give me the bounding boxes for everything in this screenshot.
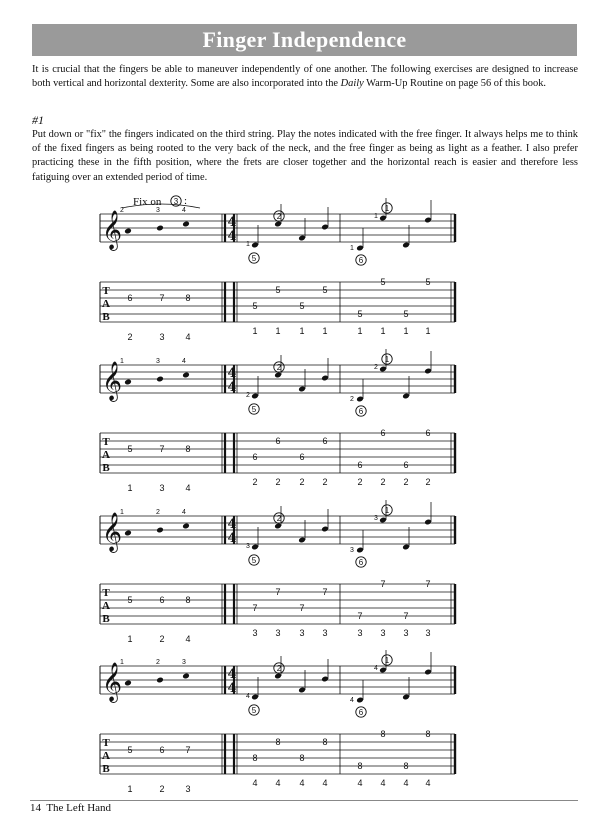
time-sig-top: 4: [227, 366, 237, 381]
time-sig-bottom: 4: [227, 531, 237, 546]
m2-string-bottom: 6: [358, 708, 364, 717]
m2-tab-low: 6: [403, 460, 409, 470]
m1-tab-low: 6: [252, 452, 258, 462]
m1-string-top: 2: [276, 514, 282, 523]
m1-note-finger: 1: [246, 241, 250, 248]
chord-tab-number: 8: [185, 444, 191, 454]
m2-tab-high: 6: [425, 428, 431, 438]
chord-finger-number: 1: [127, 634, 133, 644]
chord-finger-number: 2: [159, 634, 165, 644]
m2-tab-high: 8: [380, 729, 386, 739]
m2-finger-number: 2: [403, 477, 409, 487]
chord-note: [156, 677, 164, 684]
chord-finger-number: 2: [159, 784, 165, 794]
chord-note: [182, 221, 190, 228]
chord-finger-mark: 1: [120, 358, 124, 365]
m1-finger-number: 2: [322, 477, 328, 487]
m1-tab-high: 7: [322, 587, 328, 597]
chord-tab-number: 6: [159, 745, 165, 755]
m1-tab-low: 5: [299, 301, 305, 311]
m1-finger-number: 3: [299, 628, 305, 638]
m1-tab-low: 8: [252, 753, 258, 763]
chord-tab-number: 8: [185, 595, 191, 605]
chord-note: [124, 530, 132, 537]
tab-letter-a: A: [102, 750, 110, 762]
m2-finger-number: 3: [357, 628, 363, 638]
m2-tab-low: 8: [357, 761, 363, 771]
chord-tab-number: 5: [127, 745, 133, 755]
treble-clef-icon: 𝄞: [101, 210, 123, 250]
fix-string-number: 3: [173, 197, 179, 206]
m1-tab-low: 5: [252, 301, 258, 311]
exercise-label: #1: [32, 113, 44, 127]
m1-string-bottom: 5: [251, 706, 257, 715]
m2-tab-low: 5: [403, 309, 409, 319]
exercise-line-4: closer together and the horizontal reach is easier and therefore less fatiguing over an extended period: [32, 157, 578, 183]
time-sig-bottom: 4: [227, 229, 237, 244]
intro-line-2: are designed to increase both vertical and horizontal dexterity. Some are also incorporated into the: [32, 64, 578, 90]
chord-finger-number: 3: [159, 332, 165, 342]
m2-finger-number: 1: [403, 326, 409, 336]
intro-line-1: It is crucial that the fingers be able to maneuver independently of one another. The following exercises: [32, 64, 473, 75]
intro-italic-word: Daily: [340, 78, 364, 90]
m2-tab-high: 5: [380, 277, 386, 287]
chord-tab-number: 6: [127, 293, 133, 303]
tab-letter-t: T: [102, 285, 110, 297]
tab-letter-a: A: [102, 449, 110, 461]
m2-note-finger: 4: [350, 697, 354, 704]
m2-finger-number: 4: [380, 778, 386, 788]
m2-string-top: 1: [384, 204, 390, 213]
m2-tab-low: 8: [403, 761, 409, 771]
m2-finger-number: 1: [357, 326, 363, 336]
chord-finger-number: 4: [185, 634, 191, 644]
chord-note: [156, 225, 164, 232]
exercise-line-2: It always helps me to think of the fixed fingers as being rooted to the very back of the neck, and the free: [32, 129, 578, 155]
m2-note-finger: 1: [350, 245, 354, 252]
treble-clef-icon: 𝄞: [101, 512, 123, 552]
chord-finger-mark: 1: [120, 509, 124, 516]
m2-tab-low: 5: [357, 309, 363, 319]
m2-finger-number: 4: [425, 778, 431, 788]
m1-string-bottom: 5: [251, 254, 257, 263]
time-sig-bottom: 4: [227, 681, 237, 696]
chord-finger-mark: 2: [120, 207, 124, 214]
m1-string-top: 2: [276, 212, 282, 221]
m2-tab-high: 6: [380, 428, 386, 438]
m2-tab-high: 5: [425, 277, 431, 287]
tab-letter-t: T: [102, 436, 110, 448]
chord-tab-number: 6: [159, 595, 165, 605]
m1-tab-low: 6: [299, 452, 305, 462]
m1-finger-number: 2: [252, 477, 258, 487]
tab-letter-b: B: [102, 763, 110, 775]
m2-tab-low: 6: [357, 460, 363, 470]
footer: [30, 802, 111, 814]
chord-tab-number: 7: [159, 293, 165, 303]
chord-finger-number: 3: [159, 483, 165, 493]
time-sig-bottom: 4: [227, 380, 237, 395]
chord-finger-number: 4: [185, 332, 191, 342]
m1-string-top: 2: [276, 363, 282, 372]
time-sig-top: 4: [227, 517, 237, 532]
m1-tab-high: 6: [275, 436, 281, 446]
chord-finger-mark: 3: [156, 358, 160, 365]
footer-page-number: 14: [30, 802, 41, 814]
m1-tab-high: 8: [322, 737, 328, 747]
chord-note: [182, 523, 190, 530]
m1-finger-number: 1: [275, 326, 281, 336]
m1-note-finger: 2: [246, 392, 250, 399]
m2-note-finger-top: 2: [374, 364, 378, 371]
tab-letter-b: B: [102, 311, 110, 323]
treble-clef-icon: 𝄞: [101, 662, 123, 702]
m2-string-bottom: 6: [358, 407, 364, 416]
chord-finger-mark: 3: [182, 659, 186, 666]
m2-note-finger-top: 3: [374, 515, 378, 522]
m1-finger-number: 4: [252, 778, 258, 788]
m2-string-top: 1: [384, 506, 390, 515]
m1-finger-number: 1: [299, 326, 305, 336]
chord-finger-mark: 3: [156, 207, 160, 214]
treble-clef-icon: 𝄞: [101, 361, 123, 401]
m1-finger-number: 3: [322, 628, 328, 638]
chord-finger-mark: 2: [156, 659, 160, 666]
chord-note: [124, 228, 132, 235]
m2-finger-number: 1: [425, 326, 431, 336]
m2-string-top: 1: [384, 355, 390, 364]
m2-tab-high: 7: [425, 579, 431, 589]
fix-label: Fix on: [133, 196, 162, 208]
m2-note-finger-top: 1: [374, 213, 378, 220]
chord-tab-number: 7: [159, 444, 165, 454]
time-sig-top: 4: [227, 215, 237, 230]
m1-finger-number: 2: [299, 477, 305, 487]
chord-finger-number: 4: [185, 483, 191, 493]
m1-tab-high: 5: [322, 285, 328, 295]
chord-tab-number: 8: [185, 293, 191, 303]
m2-finger-number: 2: [380, 477, 386, 487]
chord-finger-mark: 4: [182, 207, 186, 214]
chord-finger-mark: 4: [182, 509, 186, 516]
tab-letter-t: T: [102, 737, 110, 749]
m1-finger-number: 4: [299, 778, 305, 788]
page-title: Finger Independence: [202, 27, 407, 52]
chord-finger-mark: 2: [156, 509, 160, 516]
m2-finger-number: 3: [425, 628, 431, 638]
chord-note: [182, 673, 190, 680]
m1-finger-number: 2: [275, 477, 281, 487]
m1-tab-high: 5: [275, 285, 281, 295]
tab-letter-a: A: [102, 298, 110, 310]
m1-tab-high: 7: [275, 587, 281, 597]
chord-note: [156, 527, 164, 534]
m2-string-bottom: 6: [358, 256, 364, 265]
m1-finger-number: 1: [322, 326, 328, 336]
m1-note-finger: 3: [246, 543, 250, 550]
chord-finger-number: 2: [127, 332, 133, 342]
m1-tab-low: 7: [252, 603, 258, 613]
m2-finger-number: 4: [403, 778, 409, 788]
m1-finger-number: 4: [322, 778, 328, 788]
m1-string-bottom: 5: [251, 556, 257, 565]
m2-finger-number: 2: [425, 477, 431, 487]
m2-finger-number: 2: [357, 477, 363, 487]
m1-finger-number: 3: [275, 628, 281, 638]
chord-note: [182, 372, 190, 379]
m2-finger-number: 1: [380, 326, 386, 336]
m1-tab-high: 8: [275, 737, 281, 747]
m2-tab-high: 7: [380, 579, 386, 589]
m1-finger-number: 4: [275, 778, 281, 788]
m1-tab-low: 8: [299, 753, 305, 763]
tab-letter-b: B: [102, 613, 110, 625]
m1-finger-number: 1: [252, 326, 258, 336]
m2-tab-low: 7: [357, 611, 363, 621]
m1-tab-high: 6: [322, 436, 328, 446]
footer-section: The Left Hand: [46, 802, 112, 814]
chord-finger-number: 3: [185, 784, 191, 794]
m2-note-finger: 3: [350, 547, 354, 554]
chord-finger-number: 1: [127, 483, 133, 493]
chord-finger-mark: 1: [120, 659, 124, 666]
m2-string-bottom: 6: [358, 558, 364, 567]
chord-note: [124, 379, 132, 386]
m2-tab-low: 7: [403, 611, 409, 621]
m2-finger-number: 3: [380, 628, 386, 638]
m1-tab-low: 7: [299, 603, 305, 613]
m2-finger-number: 3: [403, 628, 409, 638]
chord-tab-number: 5: [127, 444, 133, 454]
m1-note-finger: 4: [246, 693, 250, 700]
m1-string-bottom: 5: [251, 405, 257, 414]
m2-note-finger-top: 4: [374, 665, 378, 672]
footer-divider: [30, 800, 578, 801]
m2-finger-number: 4: [357, 778, 363, 788]
tab-letter-b: B: [102, 462, 110, 474]
m2-string-top: 1: [384, 656, 390, 665]
m1-string-top: 2: [276, 664, 282, 673]
m1-finger-number: 3: [252, 628, 258, 638]
chord-finger-number: 1: [127, 784, 133, 794]
tab-letter-t: T: [102, 587, 110, 599]
time-sig-top: 4: [227, 667, 237, 682]
chord-tab-number: 5: [127, 595, 133, 605]
exercise-line-1: Put down or "fix" the fingers indicated on the third string. Play the notes indicated with the free finger.: [32, 129, 462, 140]
tab-letter-a: A: [102, 600, 110, 612]
intro-line-3: Warm-Up Routine on page 56 of this book.: [366, 78, 546, 90]
chord-finger-mark: 4: [182, 358, 186, 365]
m2-note-finger: 2: [350, 396, 354, 403]
m2-tab-high: 8: [425, 729, 431, 739]
chord-note: [124, 680, 132, 687]
chord-tab-number: 7: [185, 745, 191, 755]
exercise-line-3: finger as being as light as a feather. I also prefer practicing these in the fifth position, where the frets are: [32, 143, 578, 169]
exercise-line-5: of time.: [174, 171, 208, 183]
chord-note: [156, 376, 164, 383]
fix-colon: :: [184, 195, 188, 207]
